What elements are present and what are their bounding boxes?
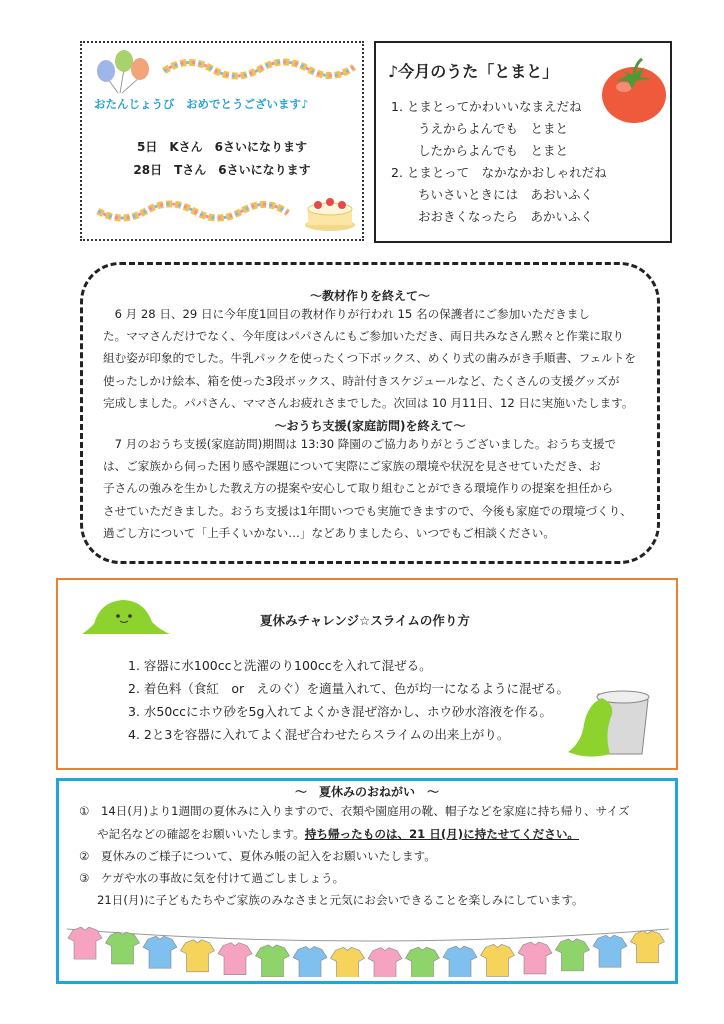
tshirt-icon (406, 947, 440, 977)
tshirt-icon (593, 935, 627, 967)
song-line-2: うえからよんでも とまと (418, 121, 569, 136)
tomato-icon (598, 51, 668, 125)
home-support-paragraph (103, 433, 643, 544)
tshirt-icon (181, 940, 215, 972)
tshirt-icon (106, 932, 140, 964)
balloons-icon (88, 47, 158, 95)
monthly-song-box (374, 41, 672, 243)
song-line-1: 1. とまとってかわいいなまえだね (391, 99, 582, 114)
materials-report-box (80, 262, 660, 564)
summer-item-1: ① 14日(月)より1週間の夏休みに入りますので、衣類や園庭用の靴、帽子などを家庭に持ち帰り、サイズ (79, 804, 630, 818)
slime-step-3: 3. 水50ccにホウ砂を5g入れてよくかき混ぜ溶かし、ホウ砂水溶液を作る。 (128, 704, 552, 719)
birthday-entry-2: 28日 Tさん 6さいになります (133, 163, 311, 177)
paper-chain-bottom (94, 199, 292, 225)
birthday-entry-1: 5日 Kさん 6さいになります (137, 140, 307, 154)
birthday-title: おたんじょうび おめでとうございます♪ (94, 97, 309, 111)
tshirt-garland-decoration (65, 919, 671, 977)
summer-requests-box (56, 778, 678, 984)
home-support-line: は、ご家族から伺った困り感や課題について実際にご家族の環境や状況を見させていただき、お (103, 459, 601, 474)
home-support-line: させていただきました。おうち支援は1年間いつでも実施できますので、今後も家庭での環境づくり、 (103, 503, 632, 518)
materials-line: 組む姿が印象的でした。牛乳パックを使ったくつ下ボックス、めくり式の歯みがき手順書、フェルトを (103, 351, 636, 366)
slime-title: 夏休みチャレンジ☆スライムの作り方 (260, 613, 470, 628)
slime-blob-icon (78, 594, 174, 638)
tshirt-icon (143, 936, 177, 968)
tshirt-icon (518, 942, 552, 974)
materials-line: 6 月 28 日、29 日に今年度1回目の教材作りが行われ 15 名の保護者にご参加いただきまし (103, 307, 590, 321)
materials-line: 使ったしかけ絵本、箱を使った3段ボックス、時計付きスケジュールなど、たくさんの支援グッズが (103, 373, 620, 388)
tshirt-icon (218, 943, 252, 975)
tshirt-icon (293, 946, 327, 977)
tshirt-icon (331, 947, 365, 977)
tshirt-icon (631, 931, 665, 963)
summer-item-1-cont (97, 826, 579, 842)
paper-chain-top (160, 55, 356, 83)
song-line-4: 2. とまとって なかなかおしゃれだね (391, 165, 607, 180)
song-line-3: したからよんでも とまと (418, 143, 569, 158)
song-line-5: ちいさいときには あおいふく (418, 187, 594, 202)
home-support-line: 過ごし方について「上手くいかない…」などありましたら、いつでもご相談ください。 (103, 525, 555, 540)
home-support-title: ～おうち支援(家庭訪問)を終えて～ (274, 419, 466, 433)
slime-step-4: 4. 2と3を容器に入れてよく混ぜ合わせたらスライムの出来上がり。 (128, 727, 510, 742)
tshirt-icon (68, 927, 102, 959)
tshirt-icon (256, 945, 290, 977)
summer-item-1-emphasis: 持ち帰ったものは、21 日(月)に持たせてください。 (304, 827, 580, 841)
home-support-line: 子さんの強みを生かした教え方の提案や安心して取り組むことができる環境作りの提案を担任から (103, 481, 614, 496)
slime-bucket-icon (558, 684, 662, 764)
tshirt-icon (556, 939, 590, 971)
song-line-6: おおきくなったら あかいふく (418, 209, 594, 224)
home-support-line: 7 月のおうち支援(家庭訪問)期間は 13:30 降園のご協力ありがとうございました。おうち支援で (103, 437, 617, 451)
slime-recipe-box (56, 578, 678, 770)
tshirt-icon (443, 946, 477, 977)
slime-step-1: 1. 容器に水100ccと洗濯のり100ccを入れて混ぜる。 (128, 658, 432, 673)
summer-item-3: ③ ケガや水の事故に気を付けて過ごしましょう。 (79, 871, 345, 885)
materials-line: た。ママさんだけでなく、今年度はパパさんにもご参加いただき、両日共みなさん黙々と作業に取り (103, 329, 625, 344)
tshirt-icon (368, 948, 402, 977)
song-title: ♪今月のうた「とまと」 (388, 62, 559, 81)
materials-line: 完成しました。パパさん、ママさんお疲れさまでした。次回は 10 月11日、12 日に実施いたします。 (103, 395, 634, 410)
slime-step-2: 2. 着色料（食紅 or えのぐ）を適量入れて、色が均一になるように混ぜる。 (128, 681, 569, 696)
birthday-box (80, 41, 364, 241)
materials-title: ～教材作りを終えて～ (309, 289, 430, 303)
summer-closing: 21日(月)に子どもたちやご家族のみなさまと元気にお会いできることを楽しみにしています。 (97, 893, 584, 907)
summer-title: ～ 夏休みのおねがい ～ (294, 785, 439, 799)
summer-item-2: ② 夏休みのご様子について、夏休み帳の記入をお願いいたします。 (79, 849, 436, 863)
cake-icon (302, 185, 358, 233)
tshirt-icon (481, 944, 515, 976)
summer-item-1-text: や記名などの確認をお願いいたします。 (97, 827, 305, 841)
materials-paragraph (103, 303, 643, 414)
